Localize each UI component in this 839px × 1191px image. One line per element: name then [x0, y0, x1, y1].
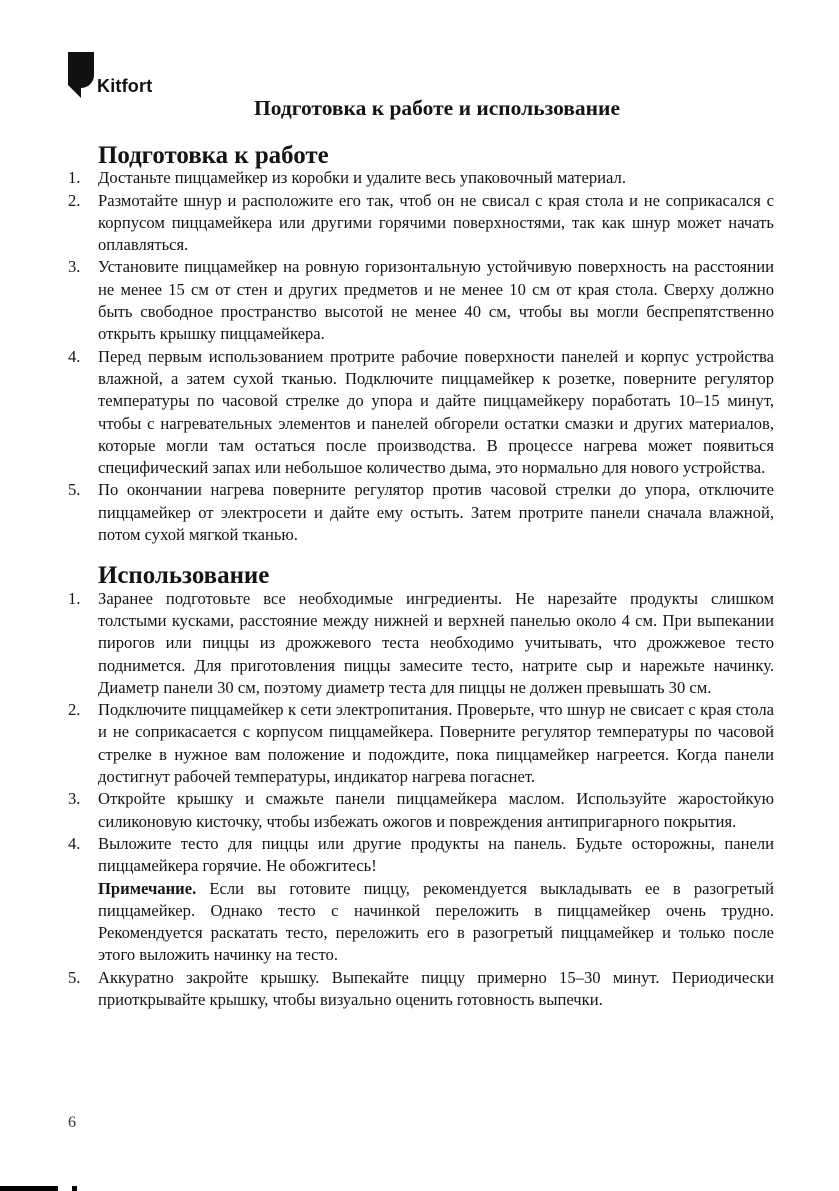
- list-item: [68, 167, 774, 189]
- step-text: Подключите пиццамейкер к сети электропитания. Проверьте, что шнур не свисает с края стола и не соприкасается с корпусом пиццамейкера. Поверните регулятор температуры по часовой стрелке в нужное вам положение и подождите, пока пиццамейкер нагреется. Когда панели достигнут рабочей температуры, индикатор нагрева погаснет.: [98, 700, 774, 787]
- section-preparation: [68, 142, 774, 546]
- step-text: Размотайте шнур и расположите его так, чтоб он не свисал с края стола и не соприкасался с корпусом пиццамейкера или другими горячими поверхностями, так как шнур может начать оплавляться.: [98, 190, 774, 255]
- step-number: 5.: [68, 967, 81, 987]
- note: [98, 878, 774, 967]
- crop-mark: [0, 1186, 58, 1191]
- step-number: 4.: [68, 833, 81, 853]
- list-item: [68, 588, 774, 699]
- brand-name: Kitfort: [97, 76, 153, 96]
- step-number: 4.: [68, 346, 81, 366]
- step-text: Заранее подготовьте все необходимые ингредиенты. Не нарезайте продукты слишком толстыми кусками, расстояние между нижней и верхней панелью около 4 см. При выпекании пирогов или пиццы из дрожжевого теста необходимо учитывать, что дрожжевое тесто поднимется. Для приготовления пиццы замесите тесто, натрите сыр и нарежьте начинку. Диаметр панели 30 см, поэтому диаметр теста для пиццы не должен превышать 30 см.: [98, 588, 774, 697]
- section-usage: [68, 562, 774, 1011]
- section-heading: Использование: [98, 562, 270, 590]
- note-label: Примечание.: [98, 878, 197, 898]
- step-number: 2.: [68, 190, 81, 210]
- document-body: [68, 142, 774, 1011]
- list-item: [68, 479, 774, 546]
- kitfort-logo-icon: [68, 52, 94, 98]
- note-text: Если вы готовите пиццу, рекомендуется выкладывать ее в разогретый пиццамейкер. Однако тесто с начинкой переложить в пиццамейкер очень трудно. Рекомендуется раскатать тесто, переложить его в разогретый пиццамейкер и только после этого выложить начинку на тесто.: [98, 878, 774, 965]
- page-title: Подготовка к работе и использование: [254, 96, 620, 120]
- crop-mark-dot: [72, 1186, 77, 1191]
- list-item: [68, 346, 774, 480]
- step-number: 1.: [68, 588, 81, 608]
- step-text: Установите пиццамейкер на ровную горизонтальную устойчивую поверхность на расстоянии не менее 15 см от стен и других предметов и не менее 10 см от края стола. Сверху должно быть свободное пространство высотой не менее 40 см, чтобы вы могли беспрепятственно открыть крышку пиццамейкера.: [98, 257, 774, 344]
- brand-logo: [68, 52, 152, 98]
- section-heading: Подготовка к работе: [98, 142, 329, 169]
- step-text: По окончании нагрева поверните регулятор против часовой стрелки до упора, отключите пиццамейкер от электросети и дайте ему остыть. Затем протрите панели сначала влажной, потом сухой мягкой тканью.: [98, 480, 774, 545]
- step-number: 5.: [68, 480, 81, 500]
- step-text: Выложите тесто для пиццы или другие продукты на панель. Будьте осторожны, панели пиццамейкера горячие. Не обожгитесь!: [98, 833, 774, 876]
- list-item: [68, 190, 774, 257]
- step-text: Аккуратно закройте крышку. Выпекайте пиццу примерно 15–30 минут. Периодически приоткрывайте крышку, чтобы визуально оценить готовность выпечки.: [98, 967, 774, 1009]
- list-item: [68, 833, 774, 967]
- list-item: [68, 788, 774, 833]
- step-text: Откройте крышку и смажьте панели пиццамейкера маслом. Используйте жаростойкую силиконовую кисточку, чтобы избежать ожогов и повреждения антипригарного покрытия.: [98, 789, 774, 831]
- page-number: 6: [68, 1114, 76, 1131]
- step-number: 3.: [68, 789, 81, 809]
- list-item: [68, 967, 774, 1012]
- list-item: [68, 256, 774, 345]
- step-number: 2.: [68, 700, 81, 720]
- step-number: 1.: [68, 168, 81, 188]
- step-text: Перед первым использованием протрите рабочие поверхности панелей и корпус устройства влажной, а затем сухой тканью. Подключите пиццамейкер к розетке, поверните регулятор температуры по часовой стрелке до упора и дайте пиццамейкеру поработать 10–15 минут, чтобы с нагревательных элементов и панелей обгорели остатки смазки и других материалов, которые могли там остаться после производства. В процессе нагрева может появиться специфический запах или небольшое количество дыма, это нормально для нового устройства.: [98, 346, 774, 478]
- step-number: 3.: [68, 257, 81, 277]
- list-item: [68, 699, 774, 788]
- step-text: Достаньте пиццамейкер из коробки и удалите весь упаковочный материал.: [98, 168, 626, 188]
- steps-list: [68, 588, 774, 1012]
- steps-list: [68, 167, 774, 546]
